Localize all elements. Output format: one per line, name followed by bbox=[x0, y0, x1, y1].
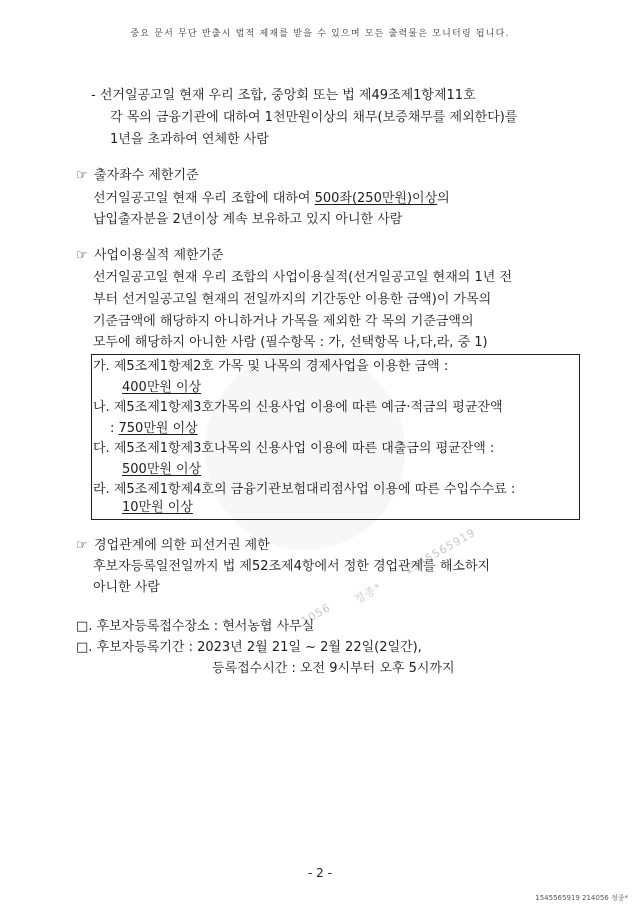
paragraph-line: 모두에 해당하지 아니한 사람 (필수항목 : 가, 선택항목 나,다,라, 중 1) bbox=[93, 335, 488, 350]
criteria-amount bbox=[122, 380, 201, 396]
criteria-item: 다. 제5조제1항제3호나목의 신용사업 이용에 따른 대출금의 평균잔액 : bbox=[93, 441, 495, 456]
criteria-amount bbox=[110, 421, 198, 437]
section-heading-investment bbox=[76, 168, 199, 184]
paragraph-line: 납입출자분을 2년이상 계속 보유하고 있지 아니한 사람 bbox=[93, 212, 403, 227]
paragraph-line: 1년을 초과하여 연체한 사람 bbox=[110, 132, 269, 147]
criteria-item: 나. 제5조제1항제3호가목의 신용사업 이용에 따른 예금·적금의 평균잔액 bbox=[93, 400, 503, 415]
pointing-hand-icon: ☞ bbox=[76, 168, 88, 183]
registration-period: □. 후보자등록기간 : 2023년 2월 21일 ~ 2월 22일(2일간), bbox=[76, 640, 422, 655]
pointing-hand-icon: ☞ bbox=[76, 248, 88, 263]
underlined-amount: 10만원 이상 bbox=[122, 500, 193, 515]
page-number: - 2 - bbox=[308, 866, 332, 880]
underlined-amount: 500좌(250만원)이상 bbox=[314, 191, 438, 206]
section-title: 경업관계에 의한 피선거권 제한 bbox=[94, 538, 270, 553]
section-heading-usage bbox=[76, 248, 224, 264]
paragraph-line bbox=[93, 191, 450, 207]
watermark-text: 정종* bbox=[351, 580, 385, 607]
text-span: : bbox=[110, 421, 119, 436]
text-span: 의 bbox=[437, 191, 450, 206]
pointing-hand-icon: ☞ bbox=[76, 538, 88, 553]
paragraph-line: 후보자등록일전일까지 법 제52조제4항에서 정한 경업관계를 해소하지 bbox=[93, 559, 491, 574]
registration-place: □. 후보자등록접수장소 : 현서농협 사무실 bbox=[76, 619, 315, 634]
paragraph-line: - 선거일공고일 현재 우리 조합, 중앙회 또는 법 제49조제1항제11호 bbox=[91, 88, 476, 103]
registration-hours: 등록접수시간 : 오전 9시부터 오후 5시까지 bbox=[212, 661, 455, 676]
paragraph-line: 기준금액에 해당하지 아니하거나 가목을 제외한 각 목의 기준금액의 bbox=[93, 314, 474, 329]
criteria-item: 라. 제5조제1항제4호의 금융기관보험대리점사업 이용에 따른 수입수수료 : bbox=[93, 482, 516, 497]
paragraph-line: 각 목의 금융기관에 대하여 1천만원이상의 채무(보증채무를 제외한다)를 bbox=[110, 110, 518, 125]
underlined-amount: 500만원 이상 bbox=[122, 462, 202, 477]
section-heading-relation bbox=[76, 538, 270, 554]
text-span: 선거일공고일 현재 우리 조합에 대하여 bbox=[93, 191, 315, 206]
underlined-amount: 400만원 이상 bbox=[122, 380, 202, 395]
paragraph-line: 선거일공고일 현재 우리 조합의 사업이용실적(선거일공고일 현재의 1년 전 bbox=[93, 270, 513, 285]
security-notice: 중요 문서 무단 반출시 법적 제재를 받을 수 있으며 모든 출력물은 모니터링 됩니다. bbox=[130, 29, 510, 39]
watermark-text: 1545565919 bbox=[402, 525, 478, 578]
underlined-amount: 750만원 이상 bbox=[118, 421, 198, 436]
tracking-code: 1545565919 214056 정종* bbox=[535, 894, 628, 902]
watermark-text: 1056 bbox=[298, 600, 334, 629]
criteria-item: 가. 제5조제1항제2호 가목 및 나목의 경제사업을 이용한 금액 : bbox=[93, 359, 449, 374]
criteria-amount bbox=[122, 462, 201, 478]
paragraph-line: 아니한 사람 bbox=[93, 580, 160, 595]
section-title: 사업이용실적 제한기준 bbox=[94, 248, 224, 263]
criteria-amount bbox=[122, 500, 193, 516]
section-title: 출자좌수 제한기준 bbox=[94, 168, 199, 183]
paragraph-line: 부터 선거일공고일 현재의 전일까지의 기간동안 이용한 금액)이 가목의 bbox=[93, 292, 492, 307]
